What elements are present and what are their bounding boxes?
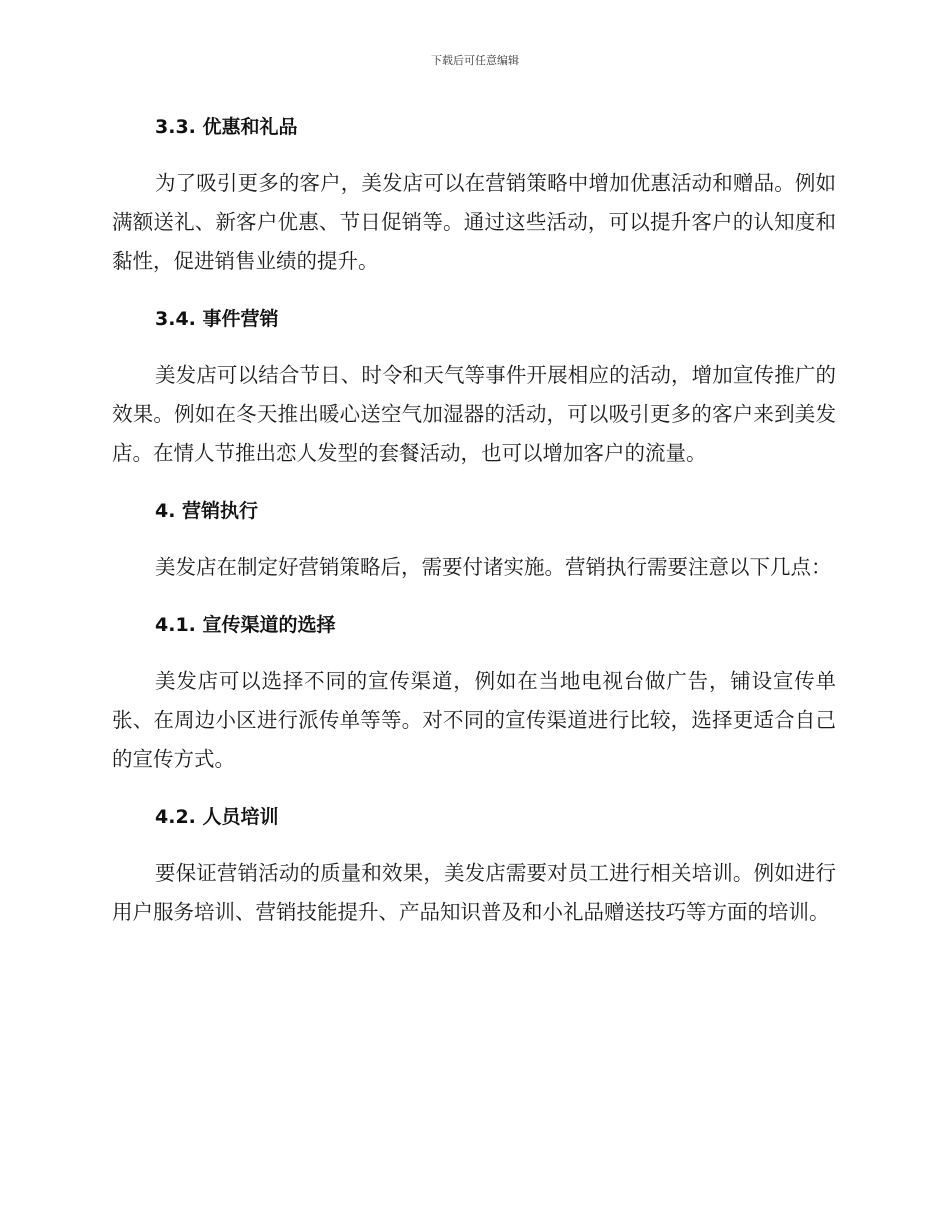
section-paragraph-4-2: 要保证营销活动的质量和效果，美发店需要对员工进行相关培训。例如进行用户服务培训、营销技能提升、产品知识普及和小礼品赠送技巧等方面的培训。 xyxy=(112,861,836,924)
section-paragraph-4: 美发店在制定好营销策略后，需要付诸实施。营销执行需要注意以下几点： xyxy=(155,555,832,579)
section-heading-4-2: 4.2. 人员培训 xyxy=(155,806,279,828)
document-body xyxy=(112,108,836,951)
section-heading-4-1: 4.1. 宣传渠道的选择 xyxy=(155,614,336,636)
section-paragraph-3-3: 为了吸引更多的客户，美发店可以在营销策略中增加优惠活动和赠品。例如满额送礼、新客户优惠、节日促销等。通过这些活动，可以提升客户的认知度和黏性，促进销售业绩的提升。 xyxy=(112,171,836,273)
section-paragraph-4-1: 美发店可以选择不同的宣传渠道，例如在当地电视台做广告，铺设宣传单张、在周边小区进行派传单等等。对不同的宣传渠道进行比较，选择更适合自己的宣传方式。 xyxy=(112,669,836,771)
section-paragraph-3-4: 美发店可以结合节日、时令和天气等事件开展相应的活动，增加宣传推广的效果。例如在冬天推出暖心送空气加湿器的活动，可以吸引更多的客户来到美发店。在情人节推出恋人发型的套餐活动，也可以增加客户的流量。 xyxy=(112,363,836,465)
section-heading-3-4: 3.4. 事件营销 xyxy=(155,308,279,330)
section-heading-3-3: 3.3. 优惠和礼品 xyxy=(155,116,298,138)
section-heading-4: 4. 营销执行 xyxy=(155,500,259,522)
page-header: 下载后可任意编辑 xyxy=(431,54,519,67)
